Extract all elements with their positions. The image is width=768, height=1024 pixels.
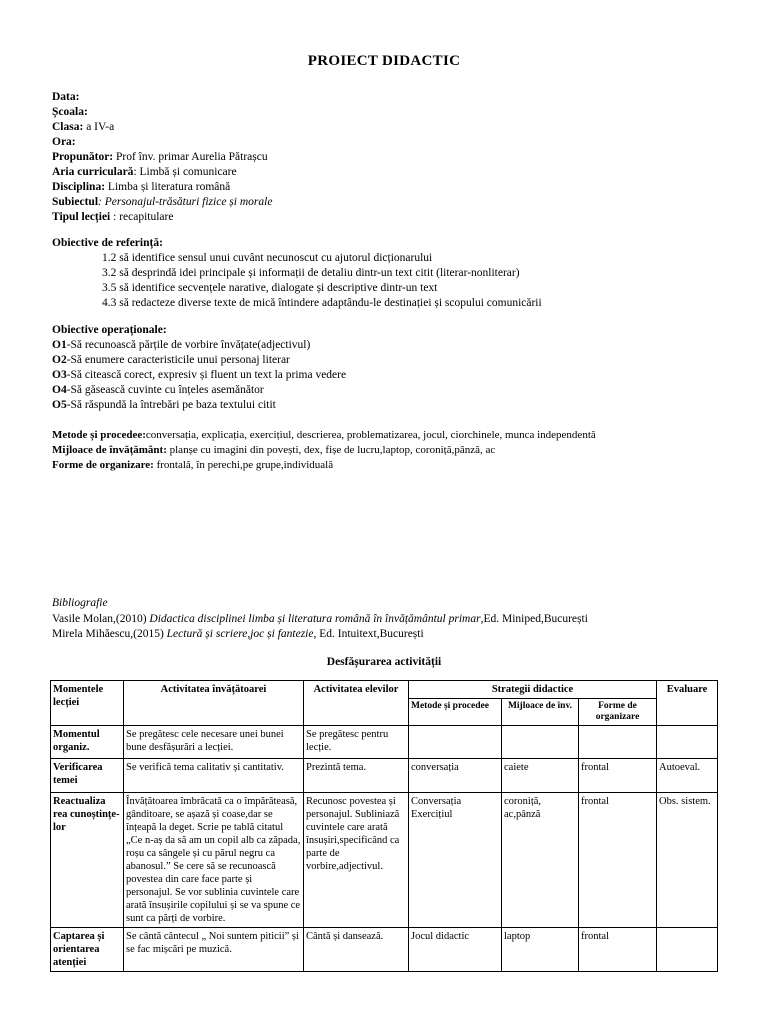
bibliography-entry [52,627,762,643]
header-momentele: Momentele lecției [51,681,124,726]
methods-section [52,428,762,473]
meta-disciplina-row [52,180,752,195]
cell-activitatea-inv: Învățătoarea îmbrăcată ca o împărăteasă, gânditoare, se așază și coase,dar se înțeapă la deget. Scrie pe tablă citatul „Ce n-aș da să am un copil alb ca zăpada, roșu ca sângele și cu părul negru ca abanosul.” Se cere să se recunoască povestea din care face parte și personajul. Se vor sublinia cuvintele care arată însușirile copilului și se va spune ce sunt ca părți de vorbire. [124,793,304,928]
operational-objective [52,368,762,383]
header-mijloace: Mijloace de înv. [502,699,579,726]
table-row [51,726,718,759]
cell-activitatea-elev: Prezintă tema. [304,759,409,793]
header-metode: Metode și procedee [409,699,502,726]
forme-label: Forme de organizare: [52,459,154,471]
header-evaluare: Evaluare [657,681,718,726]
cell-mijloace: caiete [502,759,579,793]
operational-objectives-heading: Obiective operaționale: [52,324,167,336]
header-strategii: Strategii didactice [409,681,657,699]
bibliography-entry [52,612,762,628]
table-header-row [51,681,718,699]
disciplina-value: Limba și literatura română [105,181,231,193]
cell-forme: frontal [579,928,657,972]
reference-objectives-heading: Obiective de referință: [52,237,163,249]
reference-objective: 3.5 să identifice secvențele narative, dialogate și descriptive dintr-un text [102,282,438,294]
objective-text: -Să răspundă la întrebări pe baza textului citit [66,399,276,411]
mijloace-label: Mijloace de învățământ: [52,444,167,456]
forme-value: frontală, în perechi,pe grupe,individuală [153,459,334,471]
clasa-value: a IV-a [83,121,115,133]
meta-aria-row [52,165,752,180]
objective-code: O5 [52,399,67,411]
bibliography-heading: Bibliografie [52,597,108,609]
cell-mijloace: coroniță, ac,pânză [502,793,579,928]
meta-clasa-row [52,120,752,135]
cell-activitatea-inv: Se pregătesc cele necesare unei bunei bune desfășurări a lecției. [124,726,304,759]
objective-code: O3 [52,369,67,381]
tipul-label: Tipul lecției [52,211,111,223]
subiectul-value: : Personajul-trăsături fizice și morale [98,196,273,208]
reference-objective: 3.2 să desprindă idei principale și informații de detaliu dintr-un text citit (literar-nonliterar) [102,267,520,279]
objective-text: -Să enumere caracteristicile unui personaj literar [66,354,290,366]
ora-label: Ora: [52,136,76,148]
cell-momentul: Verificarea temei [51,759,124,793]
bib-title: Lectură și scriere,joc și fantezie, [166,628,317,640]
reference-objective: 4.3 să redacteze diverse texte de mică întindere adaptându-le destinației și scopului comunicării [102,297,542,309]
objective-text: -Să găsească cuvinte cu înțeles asemănător [66,384,264,396]
operational-objective [52,398,762,413]
objective-text: -Să citească corect, expresiv și fluent un text la prima vedere [66,369,347,381]
meta-scoala-row [52,105,752,120]
cell-mijloace [502,726,579,759]
meta-subiectul-row [52,195,752,210]
cell-momentul: Reactualiza rea cunoștințe-lor [51,793,124,928]
data-label: Data: [52,91,80,103]
cell-forme [579,726,657,759]
cell-metode: Jocul didactic [409,928,502,972]
operational-objectives [52,323,762,413]
cell-activitatea-inv: Se cântă cântecul „ Noi suntem piticii” și se fac mișcări pe muzică. [124,928,304,972]
operational-objective [52,383,762,398]
cell-momentul: Momentul organiz. [51,726,124,759]
bib-publisher: ,Ed. Miniped,București [480,612,588,625]
bib-publisher: Ed. Intuitext,București [316,628,424,640]
reference-objectives [52,236,762,311]
tipul-value: : recapitulare [110,211,174,223]
cell-momentul: Captarea și orientarea atenției [51,928,124,972]
metode-label: Metode și procedee: [52,429,146,441]
cell-activitatea-inv: Se verifică tema calitativ și cantitativ. [124,759,304,793]
bib-author: Mirela Mihăescu,(2015) [52,628,167,640]
cell-forme: frontal [579,793,657,928]
document-title: PROIECT DIDACTIC [307,53,461,69]
methods-row [52,428,762,443]
lesson-metadata [52,90,752,225]
clasa-label: Clasa: [52,121,84,133]
header-activitatea-inv: Activitatea învățătoarei [124,681,304,726]
bib-title: Didactica disciplinei limba și literatura română în învățământul primar [149,612,481,625]
table-row [51,928,718,972]
mijloace-value: planșe cu imagini din povești, dex, fișe de lucru,laptop, coroniță,pânză, ac [166,444,496,456]
table-row [51,759,718,793]
propunator-value: Prof înv. primar Aurelia Pătrașcu [113,151,268,163]
header-forme: Forme de organizare [579,699,657,726]
cell-evaluare: Autoeval. [657,759,718,793]
activity-heading: Desfășurarea activității [326,656,442,668]
cell-activitatea-elev: Cântă și dansează. [304,928,409,972]
reference-objective: 1.2 să identifice sensul unui cuvânt necunoscut cu ajutorul dicționarului [102,252,433,264]
bibliography [52,596,762,643]
means-row [52,443,762,458]
objective-code: O2 [52,354,67,366]
cell-evaluare: Obs. sistem. [657,793,718,928]
objective-code: O1 [52,339,67,351]
disciplina-label: Disciplina: [52,181,106,193]
meta-ora-row [52,135,752,150]
meta-data-row [52,90,752,105]
objective-text: -Să recunoască părțile de vorbire învățate(adjectivul) [66,339,311,351]
cell-evaluare [657,928,718,972]
objective-code: O4 [52,384,67,396]
bib-author: Vasile Molan,(2010) [52,612,150,625]
cell-activitatea-elev: Se pregătesc pentru lecție. [304,726,409,759]
cell-forme: frontal [579,759,657,793]
subiectul-label: Subiectul [52,196,99,208]
scoala-label: Școala: [52,106,88,118]
meta-propunator-row [52,150,752,165]
cell-activitatea-elev: Recunosc povestea și personajul. Subliniază cuvintele care arată însușiri,specificând ca parte de vorbire,adjectivul. [304,793,409,928]
propunator-label: Propunător: [52,151,114,163]
metode-value: conversația, explicația, exercițiul, descrierea, problematizarea, jocul, ciorchinele, munca independentă [145,429,596,441]
activity-table [50,680,718,972]
cell-metode: conversația [409,759,502,793]
table-row [51,793,718,928]
aria-label: Aria curriculară [52,166,134,178]
cell-metode: Conversația Exercițiul [409,793,502,928]
cell-mijloace: laptop [502,928,579,972]
cell-evaluare [657,726,718,759]
cell-metode [409,726,502,759]
meta-tipul-row [52,210,752,225]
aria-value: : Limbă și comunicare [133,166,237,178]
operational-objective [52,353,762,368]
header-activitatea-elev: Activitatea elevilor [304,681,409,726]
operational-objective [52,338,762,353]
forms-row [52,458,762,473]
